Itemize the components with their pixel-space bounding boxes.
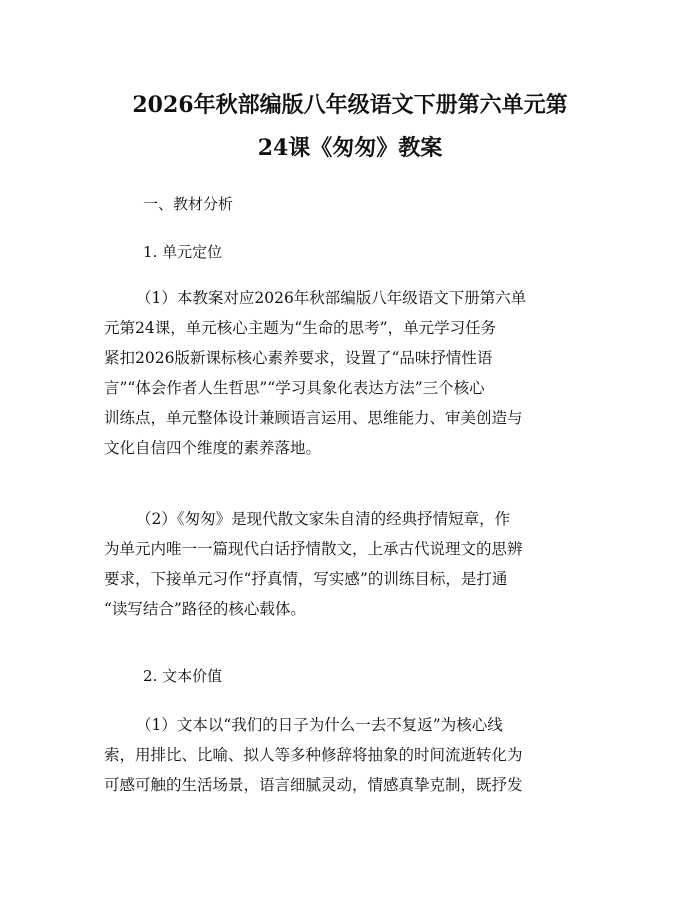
paragraph-line: 索，用排比、比喻、拟人等多种修辞将抽象的时间流逝转化为: [104, 746, 523, 764]
subheading-unit-positioning: 1. 单元定位: [143, 243, 223, 261]
paragraph-text-value-1: [104, 710, 604, 800]
subheading-text-value: 2. 文本价值: [143, 667, 223, 685]
paragraph-line: 为单元内唯一一篇现代白话抒情散文，上承古代说理文的思辨: [104, 540, 523, 558]
paragraph-line: （1）本教案对应2026年秋部编版八年级语文下册第六单: [136, 289, 527, 307]
paragraph-line: （2）《匆匆》是现代散文家朱自清的经典抒情短章，作: [136, 510, 511, 528]
paragraph-line: 元第24课，单元核心主题为“生命的思考”，单元学习任务: [104, 319, 497, 337]
paragraph-line: 训练点，单元整体设计兼顾语言运用、思维能力、审美创造与: [104, 409, 523, 427]
paragraph-line: “读写结合”路径的核心载体。: [104, 600, 306, 618]
paragraph-line: 文化自信四个维度的素养落地。: [104, 439, 322, 457]
document-title-line-2: 24课《匆匆》教案: [257, 135, 443, 161]
paragraph-unit-positioning-1: [104, 283, 604, 463]
paragraph-line: 可感可触的生活场景，语言细腻灵动，情感真挚克制，既抒发: [104, 776, 523, 794]
paragraph-unit-positioning-2: [104, 504, 604, 624]
paragraph-line: （1）文本以“我们的日子为什么一去不复返”为核心线: [136, 716, 503, 734]
paragraph-line: 要求，下接单元习作“抒真情，写实感”的训练目标，是打通: [104, 570, 508, 588]
section-heading-textbook-analysis: 一、教材分析: [143, 195, 234, 213]
paragraph-line: 紧扣2026版新课标核心素养要求，设置了“品味抒情性语: [104, 349, 493, 367]
document-title-line-1: 2026年秋部编版八年级语文下册第六单元第: [132, 92, 568, 118]
paragraph-line: 言”“体会作者人生哲思”“学习具象化表达方法”三个核心: [104, 379, 485, 397]
